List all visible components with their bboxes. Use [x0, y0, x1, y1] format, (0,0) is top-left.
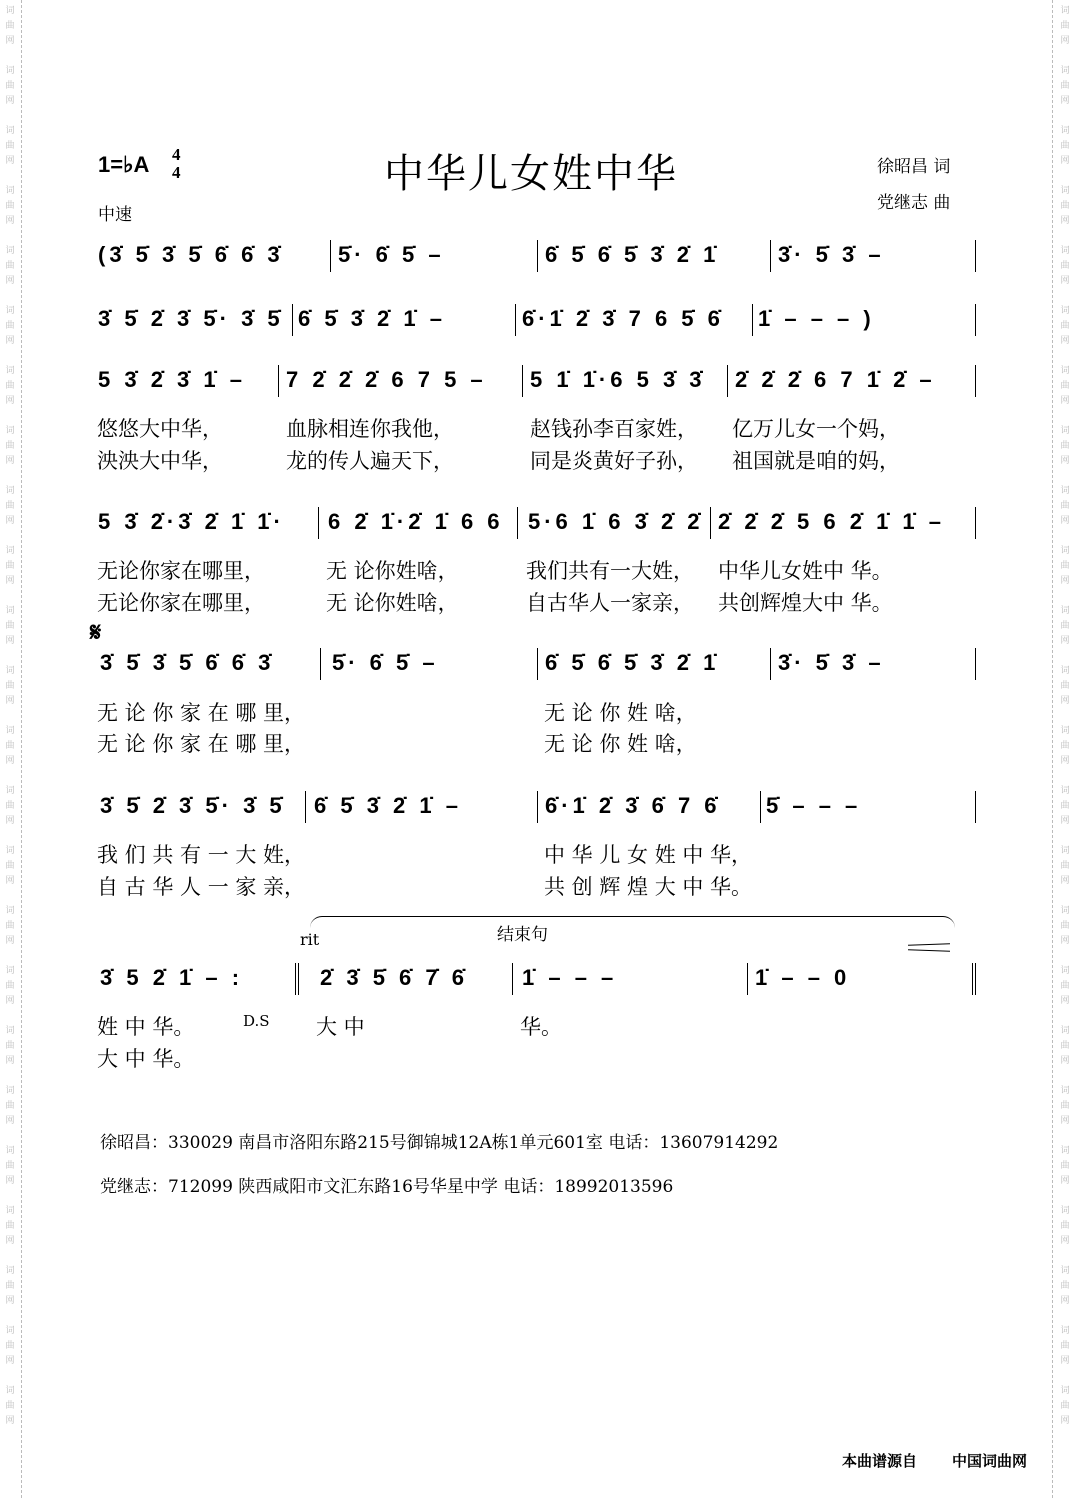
- source-label: 本曲谱源自: [842, 1452, 918, 1470]
- barline: [517, 507, 518, 539]
- lyric-verse-1: 大 中: [316, 1015, 365, 1039]
- lyric-verse-2: 同是炎黄好子孙，: [530, 449, 698, 473]
- barline: [330, 240, 331, 272]
- barline: [975, 507, 976, 539]
- lyric-verse-1: 无 论你姓啥，: [326, 559, 459, 583]
- lyric-verse-1: 我们共有一大姓，: [526, 559, 694, 583]
- barline: [515, 304, 516, 336]
- ending-label: 结束句: [497, 925, 548, 945]
- lyric-verse-2: 共 创 辉 煌 大 中 华。: [544, 875, 753, 899]
- lyric-verse-1: 亿万儿女一个妈，: [732, 417, 900, 441]
- lyric-verse-2: 祖国就是咱的妈，: [732, 449, 900, 473]
- composer-credit: 党继志 曲: [877, 193, 951, 213]
- barline: [512, 963, 513, 995]
- lyric-verse-1: 我 们 共 有 一 大 姓，: [97, 843, 306, 867]
- barline: [770, 240, 771, 272]
- barline: [295, 963, 299, 995]
- barline: [537, 791, 538, 823]
- barline: [770, 648, 771, 680]
- lyric-verse-1: 无论你家在哪里，: [97, 559, 265, 583]
- measure: 6̇·1̇ 2̇ 3̇ 7 6 5̇ 6̇: [522, 306, 724, 331]
- lyric-verse-2: 大 中 华。: [97, 1047, 195, 1071]
- barline: [278, 365, 279, 397]
- barline: [975, 648, 976, 680]
- song-title: 中华儿女姓中华: [384, 151, 678, 197]
- lyric-verse-2: 无 论 你 家 在 哪 里，: [97, 732, 306, 756]
- measure: 1̇ – – 0: [755, 965, 851, 990]
- barline: [522, 365, 523, 397]
- measure: 5̇· 6̇ 5̇ –: [338, 242, 445, 267]
- rit-marking: rit: [300, 930, 320, 949]
- barline: [975, 304, 976, 336]
- measure: 6̇·1̇ 2̇ 3̇ 6̇ 7 6̇: [545, 793, 721, 818]
- lyric-verse-1: 无 论 你 家 在 哪 里，: [97, 701, 306, 725]
- decrescendo-mark: [908, 943, 950, 945]
- lyric-verse-2: 共创辉煌大中 华。: [718, 591, 893, 615]
- barline: [318, 507, 319, 539]
- barline: [537, 240, 538, 272]
- barline: [292, 304, 293, 336]
- measure: 6 2̇ 1̇·2̇ 1̇ 6 6: [328, 509, 504, 534]
- meter-bottom: 4: [172, 163, 181, 182]
- measure: 2̇ 2̇ 2̇ 5 6 2̇ 1̇ 1̇ –: [718, 509, 946, 534]
- lyric-verse-1: 中 华 儿 女 姓 中 华，: [544, 843, 753, 867]
- barline: [975, 240, 976, 272]
- measure: 5 3̇ 2̇·3̇ 2̇ 1̇ 1̇·: [98, 509, 285, 534]
- barline: [320, 648, 321, 680]
- lyric-verse-2: 无论你家在哪里，: [97, 591, 265, 615]
- measure: 3̇ 5̇ 2̇ 3̇ 5̇· 3̇ 5̇: [100, 793, 286, 818]
- lyric-verse-1: 悠悠大中华，: [97, 417, 223, 441]
- barline: [972, 963, 976, 995]
- watermark-left: 词 曲 网 词 曲 网 词 曲 网 词 曲 网 词 曲 网 词 曲 网 词 曲 网 词 曲 网 词 曲 网 词 曲 网 词 曲 网 词 曲 网 词 曲 网 词 曲 网 词 曲 网 词 曲 网 词 曲 网 词 曲 网 词 曲 网 词 曲 网 词 曲 网 词 曲 网 词 曲 网 词 曲 网: [5, 6, 15, 1426]
- measure: 5̇ – – –: [766, 793, 862, 818]
- lyricist-credit: 徐昭昌 词: [877, 157, 951, 177]
- watermark-right: 词 曲 网 词 曲 网 词 曲 网 词 曲 网 词 曲 网 词 曲 网 词 曲 网 词 曲 网 词 曲 网 词 曲 网 词 曲 网 词 曲 网 词 曲 网 词 曲 网 词 曲 网 词 曲 网 词 曲 网 词 曲 网 词 曲 网 词 曲 网 词 曲 网 词 曲 网 词 曲 网 词 曲 网: [1060, 6, 1070, 1426]
- footer-contact-composer: 党继志：712099 陕西咸阳市文汇东路16号华星中学 电话：18992013596: [100, 1177, 674, 1197]
- barline: [975, 791, 976, 823]
- lyric-verse-1: 血脉相连你我他，: [286, 417, 454, 441]
- source-site-link[interactable]: 中国词曲网: [952, 1452, 1028, 1470]
- meter-top: 4: [172, 145, 181, 164]
- measure: 6̇ 5̇ 6̇ 5̇ 3̇ 2̇ 1̇: [545, 242, 720, 267]
- measure: 2̇ 3̇ 5̇ 6̇ 7̇ 6̇: [320, 965, 468, 990]
- barline: [710, 507, 711, 539]
- measure: 5 1̇ 1̇·6 5 3̇ 3̇: [530, 367, 706, 392]
- time-signature: [172, 146, 181, 182]
- barline: [305, 791, 306, 823]
- barline: [760, 791, 761, 823]
- measure: 1̇ – – – ): [758, 306, 875, 331]
- lyric-verse-2: 自古华人一家亲，: [526, 591, 694, 615]
- key-signature: 1=♭A: [98, 152, 150, 177]
- measure: 5̇· 6̇ 5̇ –: [332, 650, 439, 675]
- measure: 3̇· 5̇ 3̇ –: [778, 242, 885, 267]
- lyric-verse-2: 无 论你姓啥，: [326, 591, 459, 615]
- segno-sign: 𝄋: [90, 618, 102, 648]
- barline: [752, 304, 753, 336]
- measure: 2̇ 2̇ 2̇ 6 7 1̇ 2̇ –: [735, 367, 936, 392]
- measure: 3̇ 5̇ 3̇ 5̇ 6̇ 6̇ 3̇: [100, 650, 275, 675]
- lyric-verse-2: 无 论 你 姓 啥，: [544, 732, 697, 756]
- measure: 6̇ 5̇ 3̇ 2̇ 1̇ –: [298, 306, 446, 331]
- barline: [727, 365, 728, 397]
- tempo-marking: 中速: [98, 205, 132, 225]
- measure: 6̇ 5̇ 3̇ 2̇ 1̇ –: [314, 793, 462, 818]
- right-margin-line: [1052, 0, 1053, 1498]
- measure: (3̇ 5̇ 3̇ 5̇ 6̇ 6̇ 3̇: [98, 242, 284, 267]
- ds-marking: D.S: [243, 1012, 270, 1030]
- lyric-verse-1: 姓 中 华。: [97, 1015, 195, 1039]
- measure: 7 2̇ 2̇ 2̇ 6 7 5 –: [286, 367, 487, 392]
- lyric-verse-2: 自 古 华 人 一 家 亲，: [97, 875, 306, 899]
- measure: 3̇ 5̇ 2̇ 3̇ 5̇· 3̇ 5̇: [98, 306, 284, 331]
- measure: 6̇ 5̇ 6̇ 5̇ 3̇ 2̇ 1̇: [545, 650, 720, 675]
- measure: 5 3̇ 2̇ 3̇ 1̇ –: [98, 367, 246, 392]
- lyric-verse-1: 无 论 你 姓 啥，: [544, 701, 697, 725]
- lyric-verse-1: 赵钱孙李百家姓，: [530, 417, 698, 441]
- barline: [537, 648, 538, 680]
- lyric-verse-1: 中华儿女姓中 华。: [718, 559, 893, 583]
- decrescendo-mark: [908, 949, 950, 951]
- lyric-verse-2: 泱泱大中华，: [97, 449, 223, 473]
- ending-bracket: [310, 916, 955, 931]
- footer-contact-lyricist: 徐昭昌：330029 南昌市洛阳东路215号御锦城12A栋1单元601室 电话：13607914292: [100, 1133, 779, 1153]
- lyric-verse-2: 龙的传人遍天下，: [286, 449, 454, 473]
- left-margin-line: [21, 0, 22, 1498]
- measure: 1̇ – – –: [522, 965, 618, 990]
- barline: [747, 963, 748, 995]
- measure: 3̇ 5 2̇ 1̇ – :: [100, 965, 244, 990]
- measure: 5·6 1̇ 6 3̇ 2̇ 2̇: [528, 509, 704, 534]
- measure: 3̇· 5̇ 3̇ –: [778, 650, 885, 675]
- barline: [975, 365, 976, 397]
- lyric-verse-1: 华。: [520, 1015, 562, 1039]
